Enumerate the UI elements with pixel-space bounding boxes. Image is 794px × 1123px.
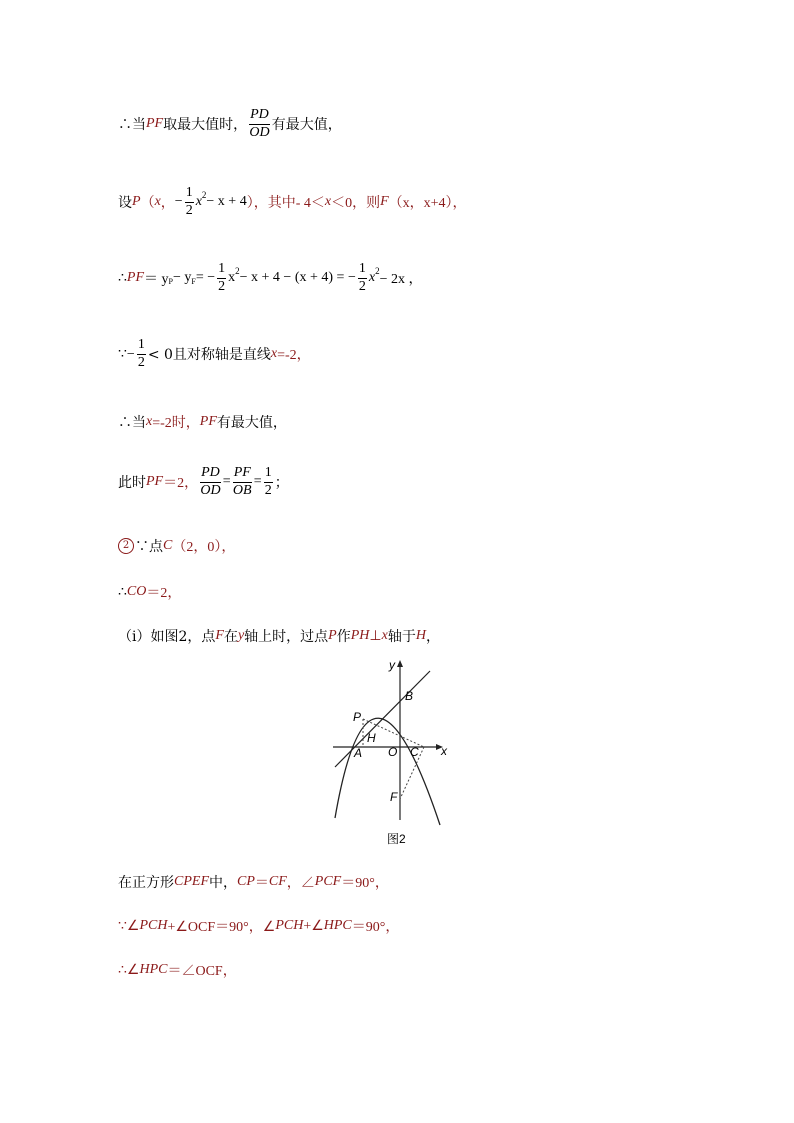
text: − <box>174 194 183 210</box>
var-x: x <box>146 414 153 429</box>
label-C: C <box>410 745 419 759</box>
var-PF: PF <box>146 474 164 490</box>
text: ∵− <box>118 346 135 362</box>
fraction-PF-OB <box>233 466 252 498</box>
line-5 <box>118 412 287 432</box>
text: （i）如图2，点 <box>118 629 216 645</box>
var-x: x <box>228 270 236 286</box>
var-x: x <box>154 194 161 210</box>
var-PF: PF <box>199 414 217 429</box>
frac-den: OD <box>200 482 221 498</box>
figure-caption: 图2 <box>387 832 406 846</box>
frac-den: 2 <box>185 202 193 218</box>
fraction-half <box>185 186 194 218</box>
var-F: F <box>380 194 389 210</box>
text: 作 <box>336 629 351 645</box>
var-HPC: HPC <box>323 918 352 933</box>
text: ， <box>425 629 440 645</box>
var-HPC: HPC <box>139 962 168 977</box>
var-x: x <box>381 628 388 643</box>
text: ＝∠OCF， <box>167 964 237 979</box>
frac-num: 1 <box>137 338 146 355</box>
text: ＝90°， <box>351 920 400 935</box>
text: ∴当 <box>118 117 146 134</box>
text: − 2x ， <box>379 272 423 288</box>
frac-num: PD <box>200 466 221 483</box>
label-B: B <box>405 689 414 703</box>
text: 有最大值， <box>271 117 342 134</box>
text: +∠ <box>303 918 324 934</box>
parabola <box>335 718 440 825</box>
label-A: A <box>354 746 363 760</box>
line-2 <box>118 186 467 218</box>
text: +∠OCF＝90°，∠ <box>167 920 276 935</box>
text: ＜0，则 <box>331 196 381 212</box>
var-PCH: PCH <box>139 918 168 933</box>
text: − y <box>172 270 192 286</box>
var-x: x <box>368 270 376 286</box>
circled-number: 2 <box>118 538 134 554</box>
line-6 <box>118 466 289 498</box>
var-C: C <box>163 538 173 553</box>
var-CP: CP <box>237 874 255 889</box>
frac-den: 2 <box>218 278 226 294</box>
var-H: H <box>415 628 426 643</box>
superscript: 2 <box>375 266 380 277</box>
var-PH: PH <box>350 628 370 643</box>
line-4 <box>118 338 311 370</box>
text: ），其中- 4＜ <box>246 196 325 212</box>
fraction-half <box>217 262 226 294</box>
text: =-2时， <box>152 416 200 431</box>
text: 取最大值时， <box>163 117 248 134</box>
var-F: F <box>215 628 224 643</box>
label-F: F <box>390 790 398 804</box>
line-12 <box>118 960 237 980</box>
text: − x + 4 <box>206 194 247 210</box>
frac-num: PD <box>249 108 270 125</box>
text: ， <box>160 196 175 212</box>
var-PF: PF <box>126 270 145 286</box>
label-H: H <box>367 731 376 745</box>
line-1 <box>118 108 342 140</box>
line-9 <box>118 626 440 646</box>
frac-num: 1 <box>264 466 273 483</box>
label-O: O <box>388 745 398 759</box>
text: 轴上时，过点 <box>244 629 329 645</box>
var-CPEF: CPEF <box>174 874 209 889</box>
text: 设 <box>118 195 132 212</box>
fraction-half <box>264 466 273 498</box>
subscript: F <box>191 276 196 286</box>
text: 在正方形 <box>118 875 174 891</box>
subscript: P <box>168 276 173 286</box>
frac-num: PF <box>233 466 252 483</box>
text: ＝2， <box>163 476 199 492</box>
var-PCF: PCF <box>314 874 342 889</box>
var-P: P <box>132 194 141 210</box>
fraction-half <box>358 262 367 294</box>
figure-2 <box>325 655 470 850</box>
frac-den: OD <box>249 124 270 140</box>
text: （ <box>140 196 155 212</box>
line-7 <box>118 536 235 556</box>
line-10 <box>118 872 389 892</box>
text: 此时 <box>118 475 146 492</box>
text: = <box>253 474 262 490</box>
var-PF: PF <box>146 116 164 132</box>
label-x: x <box>441 744 447 758</box>
var-PCH: PCH <box>275 918 304 933</box>
frac-den: 2 <box>137 354 145 370</box>
var-P: P <box>328 628 337 643</box>
text: < 0且对称轴是直线 <box>147 347 271 364</box>
line-8 <box>118 582 181 602</box>
frac-den: 2 <box>358 278 366 294</box>
superscript: 2 <box>235 266 240 277</box>
line-11 <box>118 916 399 936</box>
text: − x + 4 − (x + 4) = − <box>239 270 356 286</box>
text: 中， <box>209 875 237 891</box>
text: =-2， <box>277 348 311 364</box>
text: （x，x+4）， <box>388 196 467 212</box>
fraction-PD-OD <box>249 108 270 140</box>
text: = − <box>195 270 216 286</box>
var-y: y <box>237 628 245 643</box>
text: （2，0）， <box>172 540 236 555</box>
label-P: P <box>353 710 362 724</box>
text: ∴∠ <box>118 962 140 978</box>
text: ＝90°， <box>341 876 389 891</box>
text: ∴ <box>118 270 127 287</box>
text: ＝ y <box>144 272 169 288</box>
fraction-half <box>137 338 146 370</box>
text: ＝2， <box>146 586 182 601</box>
text: ∵点 <box>135 539 163 555</box>
var-CO: CO <box>126 584 147 599</box>
text: ∵∠ <box>118 918 140 934</box>
fraction-PD-OD <box>200 466 221 498</box>
frac-den: OB <box>232 482 252 498</box>
frac-num: 1 <box>185 186 194 203</box>
text: ＝ <box>254 876 269 891</box>
text: = <box>222 474 231 490</box>
text: 轴于 <box>387 629 416 645</box>
frac-num: 1 <box>358 262 367 279</box>
y-axis-arrow <box>397 660 403 667</box>
text: 在 <box>223 629 238 645</box>
text: ⊥ <box>369 628 382 644</box>
text: ，∠ <box>286 876 315 891</box>
frac-den: 2 <box>264 482 272 498</box>
line-3 <box>118 262 422 294</box>
var-x: x <box>270 346 278 362</box>
superscript: 2 <box>201 190 207 201</box>
text: 有最大值， <box>216 415 287 431</box>
frac-num: 1 <box>217 262 226 279</box>
text: ∴当 <box>118 415 146 431</box>
label-y: y <box>389 658 395 672</box>
text: ∴ <box>118 584 127 600</box>
var-CF: CF <box>268 874 287 889</box>
var-x: x <box>324 194 332 210</box>
text: ； <box>274 475 289 492</box>
var-x: x <box>195 194 202 210</box>
